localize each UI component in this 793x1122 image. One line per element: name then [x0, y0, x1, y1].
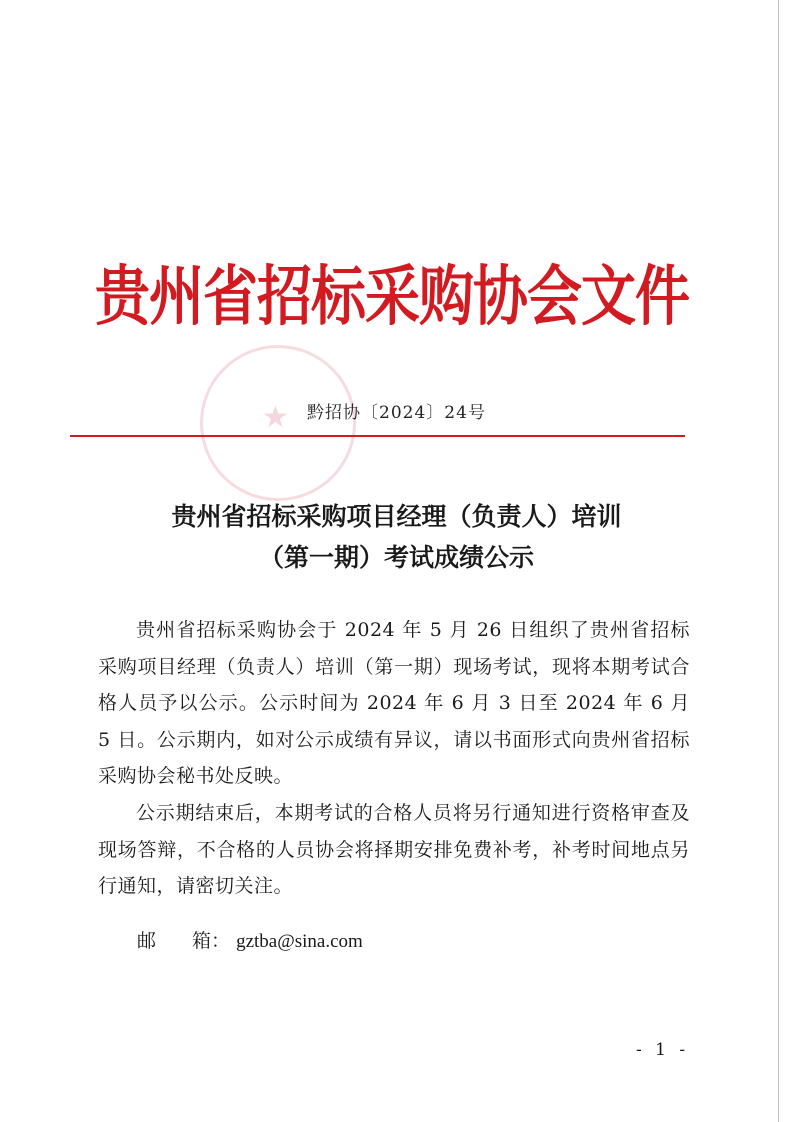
email-address: gztba@sina.com — [236, 931, 363, 952]
notice-paragraph-2: 公示期结束后，本期考试的合格人员将另行通知进行资格审查及现场答辩，不合格的人员协会将择期安排免费补考，补考时间地点另行通知，请密切关注。 — [98, 801, 690, 898]
notice-body — [98, 612, 690, 905]
seal-star-icon: ★ — [262, 400, 289, 435]
page-number: - 1 - — [636, 1040, 690, 1060]
notice-title-line-1: 贵州省招标采购项目经理（负责人）培训 — [171, 502, 622, 531]
notice-title — [0, 496, 793, 578]
notice-paragraph-1: 贵州省招标采购协会于 2024 年 5 月 26 日组织了贵州省招标采购项目经理（负责人）培训（第一期）现场考试，现将本期考试合格人员予以公示。公示时间为 2024 年 6 月 3 日至 2024 年 6 月 5 日。公示期内，如对公示成绩有异议，请以书面形式向贵州省招标采购协会秘书处反映。 — [98, 619, 690, 788]
document-header-title: 贵州省招标采购协会文件 — [95, 256, 690, 334]
red-divider-line — [70, 435, 685, 437]
email-label-part-2: 箱： — [192, 930, 231, 952]
document-number: 黔招协〔2024〕24号 — [307, 403, 486, 423]
notice-title-line-2: （第一期）考试成绩公示 — [258, 543, 534, 572]
email-label-part-1: 邮 — [137, 930, 157, 952]
scan-edge-line — [778, 0, 779, 1122]
email-contact-row — [137, 926, 363, 953]
official-seal-stamp — [200, 345, 356, 501]
